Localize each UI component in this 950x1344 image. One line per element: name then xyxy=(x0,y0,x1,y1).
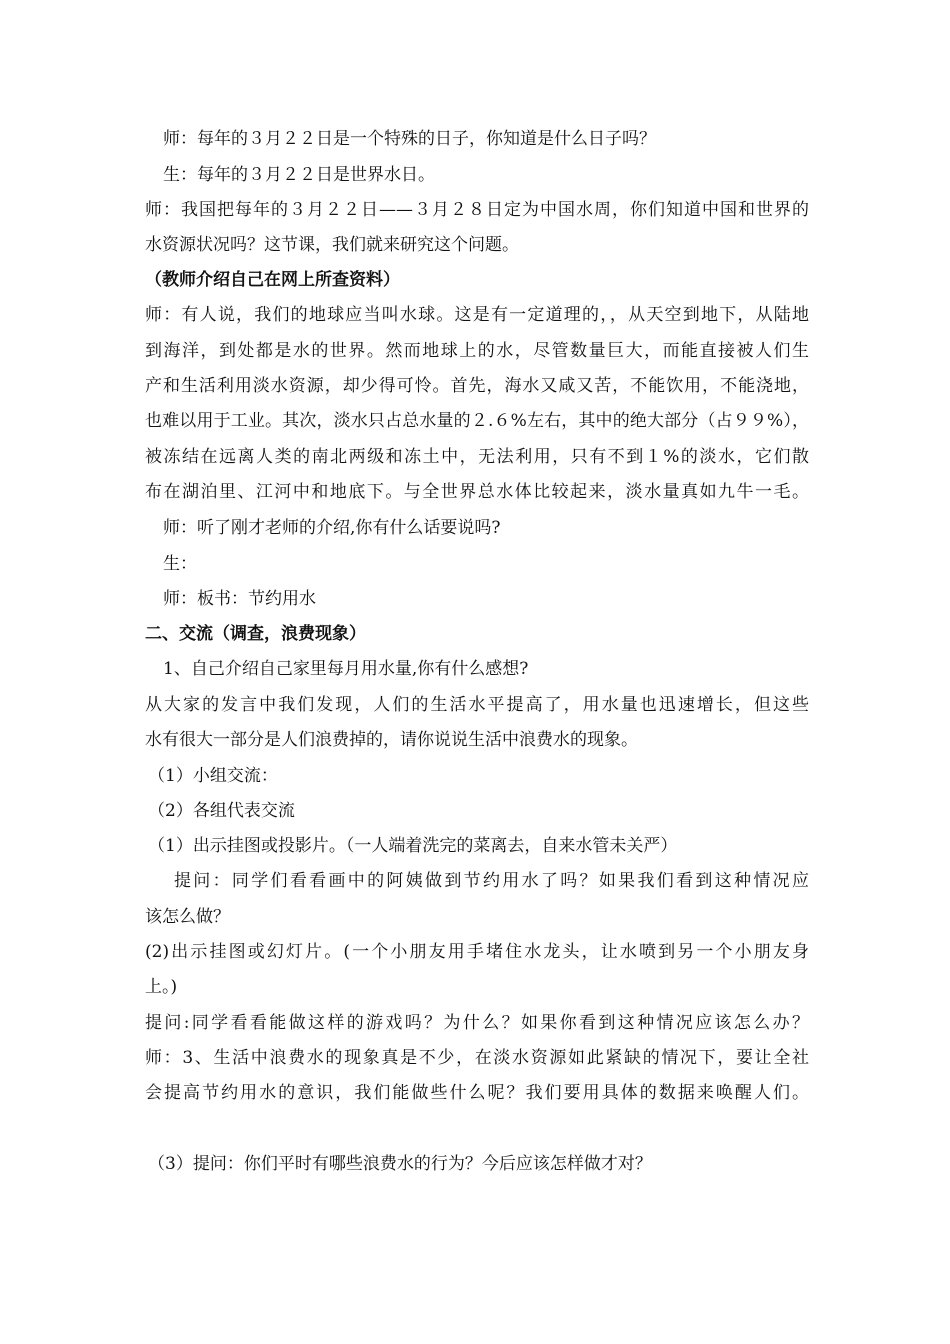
paragraph-line: 师：听了刚才老师的介绍,你有什么话要说吗? xyxy=(163,518,501,538)
section-heading: 二、交流（调查，浪费现象） xyxy=(145,624,366,644)
paragraph-line: 到海洋，到处都是水的世界。然而地球上的水，尽管数量巨大，而能直接被人们生 xyxy=(145,341,809,361)
paragraph-line: （1）出示挂图或投影片。（一人端着洗完的菜离去，自来水管未关严） xyxy=(148,836,678,856)
paragraph-line: 师：3、生活中浪费水的现象真是不少，在淡水资源如此紧缺的情况下，要让全社 xyxy=(145,1048,809,1068)
paragraph-line: 产和生活利用淡水资源，却少得可怜。首先，海水又咸又苦，不能饮用，不能浇地， xyxy=(145,376,809,396)
paragraph-line: 被冻结在远离人类的南北两级和冻土中，无法利用，只有不到１%的淡水，它们散 xyxy=(145,447,809,467)
paragraph-line: 该怎么做？ xyxy=(145,907,230,927)
paragraph-line: 水资源状况吗？这节课，我们就来研究这个问题。 xyxy=(145,235,519,255)
paragraph-line: 生：每年的３月２２日是世界水日。 xyxy=(163,165,435,185)
paragraph-line: 会提高节约用水的意识，我们能做些什么呢？我们要用具体的数据来唤醒人们。 xyxy=(145,1083,809,1103)
paragraph-line: （1）小组交流： xyxy=(148,766,278,786)
paragraph-line: (2)出示挂图或幻灯片。(一个小朋友用手堵住水龙头，让水喷到另一个小朋友身 xyxy=(145,942,809,962)
paragraph-line: 布在湖泊里、江河中和地底下。与全世界总水体比较起来，淡水量真如九牛一毛。 xyxy=(145,482,809,502)
paragraph-line: 提问：同学们看看画中的阿姨做到节约用水了吗？如果我们看到这种情况应 xyxy=(174,871,809,891)
paragraph-line: 也难以用于工业。其次，淡水只占总水量的２.６%左右，其中的绝大部分（占９９%）， xyxy=(145,411,809,431)
paragraph-line: （3）提问：你们平时有哪些浪费水的行为？今后应该怎样做才对？ xyxy=(148,1154,652,1174)
paragraph-line: 水有很大一部分是人们浪费掉的，请你说说生活中浪费水的现象。 xyxy=(145,730,638,750)
paragraph-line: 师：板书：节约用水 xyxy=(163,589,316,609)
paragraph-line: 上。) xyxy=(145,977,178,997)
paragraph-line: 生： xyxy=(163,554,197,574)
paragraph-line: 师：有人说，我们的地球应当叫水球。这是有一定道理的，，从天空到地下，从陆地 xyxy=(145,305,809,325)
paragraph-line: 师：我国把每年的３月２２日——３月２８日定为中国水周，你们知道中国和世界的 xyxy=(145,200,809,220)
paragraph-line: 提问:同学看看能做这样的游戏吗？为什么？如果你看到这种情况应该怎么办？ xyxy=(145,1013,809,1033)
paragraph-line: （2）各组代表交流 xyxy=(148,801,295,821)
section-note: （教师介绍自己在网上所查资料） xyxy=(145,270,400,290)
paragraph-line: 从大家的发言中我们发现，人们的生活水平提高了，用水量也迅速增长，但这些 xyxy=(145,695,809,715)
paragraph-line: 1、自己介绍自己家里每月用水量,你有什么感想? xyxy=(163,659,529,679)
paragraph-line: 师：每年的３月２２日是一个特殊的日子，你知道是什么日子吗？ xyxy=(163,129,656,149)
